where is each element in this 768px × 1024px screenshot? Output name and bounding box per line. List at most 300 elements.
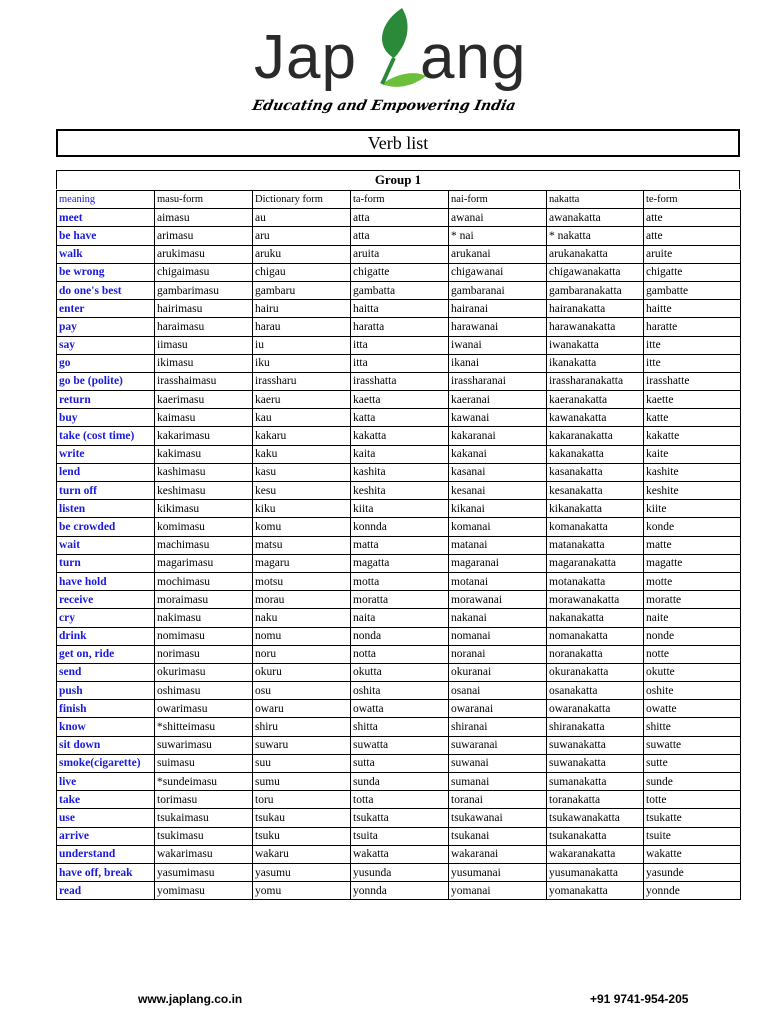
table-row — [57, 482, 741, 500]
table-row — [57, 227, 741, 245]
form-cell: yusumanakatta — [547, 863, 644, 881]
meaning-cell: use — [57, 809, 155, 827]
form-cell: osu — [253, 682, 351, 700]
verb-table — [56, 190, 741, 900]
table-row — [57, 809, 741, 827]
form-cell: notte — [644, 645, 741, 663]
form-cell: kawanai — [449, 409, 547, 427]
form-cell: kiita — [351, 500, 449, 518]
form-cell: kesanakatta — [547, 482, 644, 500]
form-cell: keshita — [351, 482, 449, 500]
table-row — [57, 663, 741, 681]
form-cell: kaetta — [351, 391, 449, 409]
form-cell: totte — [644, 791, 741, 809]
form-cell: haitte — [644, 300, 741, 318]
form-cell: toranai — [449, 791, 547, 809]
table-row — [57, 627, 741, 645]
table-row — [57, 245, 741, 263]
meaning-cell: pay — [57, 318, 155, 336]
tagline: Educating and Empowering India — [250, 98, 518, 114]
form-cell: ikanai — [449, 354, 547, 372]
form-cell: haratta — [351, 318, 449, 336]
form-cell: nonde — [644, 627, 741, 645]
form-cell: suwaranai — [449, 736, 547, 754]
meaning-cell: be crowded — [57, 518, 155, 536]
table-row — [57, 263, 741, 281]
form-cell: nomimasu — [155, 627, 253, 645]
meaning-cell: turn off — [57, 482, 155, 500]
form-cell: kaite — [644, 445, 741, 463]
table-row — [57, 718, 741, 736]
meaning-cell: buy — [57, 409, 155, 427]
meaning-cell: read — [57, 882, 155, 900]
form-cell: nomanakatta — [547, 627, 644, 645]
form-cell: shiru — [253, 718, 351, 736]
form-cell: *sundeimasu — [155, 773, 253, 791]
form-cell: wakaranakatta — [547, 845, 644, 863]
form-cell: wakaranai — [449, 845, 547, 863]
form-cell: aruita — [351, 245, 449, 263]
meaning-cell: send — [57, 663, 155, 681]
form-cell: suwanakatta — [547, 754, 644, 772]
form-cell: moraimasu — [155, 591, 253, 609]
form-cell: chigau — [253, 263, 351, 281]
form-cell: suwatta — [351, 736, 449, 754]
meaning-cell: sit down — [57, 736, 155, 754]
meaning-cell: turn — [57, 554, 155, 572]
form-cell: magaranai — [449, 554, 547, 572]
form-cell: naku — [253, 609, 351, 627]
table-row — [57, 463, 741, 481]
table-row — [57, 863, 741, 881]
column-header: nakatta — [547, 191, 644, 209]
form-cell: yomimasu — [155, 882, 253, 900]
form-cell: notta — [351, 645, 449, 663]
form-cell: motta — [351, 572, 449, 590]
form-cell: kakaranai — [449, 427, 547, 445]
form-cell: tsukatta — [351, 809, 449, 827]
form-cell: ikanakatta — [547, 354, 644, 372]
form-cell: nakanai — [449, 609, 547, 627]
form-cell: kikimasu — [155, 500, 253, 518]
form-cell: gambaru — [253, 281, 351, 299]
form-cell: motte — [644, 572, 741, 590]
form-cell: suwanakatta — [547, 736, 644, 754]
form-cell: * nakatta — [547, 227, 644, 245]
meaning-cell: smoke(cigarette) — [57, 754, 155, 772]
footer-phone: +91 9741-954-205 — [590, 992, 689, 1006]
form-cell: tsukawanakatta — [547, 809, 644, 827]
page-title: Verb list — [56, 129, 740, 157]
form-cell: arimasu — [155, 227, 253, 245]
meaning-cell: know — [57, 718, 155, 736]
form-cell: yonnda — [351, 882, 449, 900]
form-cell: hairimasu — [155, 300, 253, 318]
form-cell: kasanakatta — [547, 463, 644, 481]
form-cell: komu — [253, 518, 351, 536]
meaning-cell: have off, break — [57, 863, 155, 881]
form-cell: irassharanai — [449, 372, 547, 390]
form-cell: torimasu — [155, 791, 253, 809]
form-cell: itte — [644, 336, 741, 354]
form-cell: aruite — [644, 245, 741, 263]
form-cell: tsukanakatta — [547, 827, 644, 845]
form-cell: yomanai — [449, 882, 547, 900]
meaning-cell: live — [57, 773, 155, 791]
table-row — [57, 591, 741, 609]
table-row — [57, 736, 741, 754]
form-cell: yusumanai — [449, 863, 547, 881]
form-cell: nakanakatta — [547, 609, 644, 627]
form-cell: tsuita — [351, 827, 449, 845]
meaning-cell: enter — [57, 300, 155, 318]
form-cell: kawanakatta — [547, 409, 644, 427]
meaning-cell: take (cost time) — [57, 427, 155, 445]
form-cell: kasanai — [449, 463, 547, 481]
form-cell: harawanakatta — [547, 318, 644, 336]
meaning-cell: write — [57, 445, 155, 463]
form-cell: morau — [253, 591, 351, 609]
form-cell: komanakatta — [547, 518, 644, 536]
form-cell: yonnde — [644, 882, 741, 900]
form-cell: morawanakatta — [547, 591, 644, 609]
form-cell: gambatte — [644, 281, 741, 299]
form-cell: irassharu — [253, 372, 351, 390]
table-row — [57, 845, 741, 863]
form-cell: aruku — [253, 245, 351, 263]
form-cell: machimasu — [155, 536, 253, 554]
table-row — [57, 372, 741, 390]
column-header: masu-form — [155, 191, 253, 209]
meaning-cell: get on, ride — [57, 645, 155, 663]
meaning-cell: lend — [57, 463, 155, 481]
form-cell: keshimasu — [155, 482, 253, 500]
form-cell: noranakatta — [547, 645, 644, 663]
form-cell: awanakatta — [547, 209, 644, 227]
table-row — [57, 427, 741, 445]
form-cell: au — [253, 209, 351, 227]
form-cell: magaranakatta — [547, 554, 644, 572]
form-cell: kakaru — [253, 427, 351, 445]
form-cell: owarimasu — [155, 700, 253, 718]
form-cell: sunda — [351, 773, 449, 791]
form-cell: atte — [644, 209, 741, 227]
form-cell: matta — [351, 536, 449, 554]
form-cell: kiku — [253, 500, 351, 518]
form-cell: harawanai — [449, 318, 547, 336]
table-row — [57, 518, 741, 536]
form-cell: irasshaimasu — [155, 372, 253, 390]
form-cell: itta — [351, 336, 449, 354]
form-cell: osanakatta — [547, 682, 644, 700]
form-cell: yasumu — [253, 863, 351, 881]
form-cell: suu — [253, 754, 351, 772]
form-cell: okurimasu — [155, 663, 253, 681]
form-cell: owatta — [351, 700, 449, 718]
column-header: te-form — [644, 191, 741, 209]
form-cell: katte — [644, 409, 741, 427]
table-row — [57, 572, 741, 590]
form-cell: yasumimasu — [155, 863, 253, 881]
form-cell: chigatte — [351, 263, 449, 281]
table-row — [57, 354, 741, 372]
form-cell: motanakatta — [547, 572, 644, 590]
column-header: Dictionary form — [253, 191, 351, 209]
form-cell: suwarimasu — [155, 736, 253, 754]
form-cell: itta — [351, 354, 449, 372]
meaning-cell: push — [57, 682, 155, 700]
table-row — [57, 645, 741, 663]
form-cell: kashimasu — [155, 463, 253, 481]
table-row — [57, 209, 741, 227]
form-cell: shiranakatta — [547, 718, 644, 736]
footer-website[interactable]: www.japlang.co.in — [138, 992, 243, 1006]
form-cell: yusunda — [351, 863, 449, 881]
form-cell: tsukanai — [449, 827, 547, 845]
form-cell: nomanai — [449, 627, 547, 645]
form-cell: sumu — [253, 773, 351, 791]
form-cell: komanai — [449, 518, 547, 536]
form-cell: matanakatta — [547, 536, 644, 554]
form-cell: komimasu — [155, 518, 253, 536]
form-cell: haraimasu — [155, 318, 253, 336]
form-cell: tsuite — [644, 827, 741, 845]
form-cell: kakanai — [449, 445, 547, 463]
form-cell: owaru — [253, 700, 351, 718]
table-row — [57, 827, 741, 845]
form-cell: owaranakatta — [547, 700, 644, 718]
form-cell: harau — [253, 318, 351, 336]
form-cell: yasunde — [644, 863, 741, 881]
form-cell: kesu — [253, 482, 351, 500]
form-cell: kaeranakatta — [547, 391, 644, 409]
form-cell: kiite — [644, 500, 741, 518]
logo-text-left: Jap — [254, 23, 357, 92]
form-cell: matsu — [253, 536, 351, 554]
form-cell: atte — [644, 227, 741, 245]
form-cell: yomanakatta — [547, 882, 644, 900]
table-row — [57, 882, 741, 900]
form-cell: chigaimasu — [155, 263, 253, 281]
form-cell: kau — [253, 409, 351, 427]
table-row — [57, 391, 741, 409]
form-cell: sutte — [644, 754, 741, 772]
form-cell: tsukawanai — [449, 809, 547, 827]
form-cell: konde — [644, 518, 741, 536]
form-cell: naita — [351, 609, 449, 627]
form-cell: kakatte — [644, 427, 741, 445]
meaning-cell: drink — [57, 627, 155, 645]
form-cell: okutte — [644, 663, 741, 681]
form-cell: noranai — [449, 645, 547, 663]
form-cell: arukimasu — [155, 245, 253, 263]
form-cell: moratte — [644, 591, 741, 609]
form-cell: gambaranakatta — [547, 281, 644, 299]
form-cell: * nai — [449, 227, 547, 245]
form-cell: oshimasu — [155, 682, 253, 700]
form-cell: morawanai — [449, 591, 547, 609]
meaning-cell: have hold — [57, 572, 155, 590]
form-cell: hairanakatta — [547, 300, 644, 318]
meaning-cell: go be (polite) — [57, 372, 155, 390]
form-cell: chigawanakatta — [547, 263, 644, 281]
table-row — [57, 409, 741, 427]
form-cell: kakimasu — [155, 445, 253, 463]
form-cell: sunde — [644, 773, 741, 791]
form-cell: suwanai — [449, 754, 547, 772]
form-cell: aimasu — [155, 209, 253, 227]
table-row — [57, 554, 741, 572]
meaning-cell: take — [57, 791, 155, 809]
form-cell: iwanakatta — [547, 336, 644, 354]
form-cell: motsu — [253, 572, 351, 590]
form-cell: keshite — [644, 482, 741, 500]
form-cell: suimasu — [155, 754, 253, 772]
form-cell: chigatte — [644, 263, 741, 281]
form-cell: owatte — [644, 700, 741, 718]
form-cell: iimasu — [155, 336, 253, 354]
form-cell: magatte — [644, 554, 741, 572]
form-cell: iu — [253, 336, 351, 354]
form-cell: shitta — [351, 718, 449, 736]
form-cell: kaita — [351, 445, 449, 463]
form-cell: tsukau — [253, 809, 351, 827]
group-heading: Group 1 — [56, 170, 740, 189]
meaning-cell: meet — [57, 209, 155, 227]
logo-text-right: ang — [420, 23, 527, 92]
form-cell: hairu — [253, 300, 351, 318]
table-row — [57, 754, 741, 772]
table-row — [57, 318, 741, 336]
meaning-cell: wait — [57, 536, 155, 554]
table-row — [57, 609, 741, 627]
form-cell: atta — [351, 227, 449, 245]
form-cell: gambaranai — [449, 281, 547, 299]
table-row — [57, 791, 741, 809]
form-cell: tsuku — [253, 827, 351, 845]
japlang-logo — [250, 0, 550, 96]
form-cell: arukanai — [449, 245, 547, 263]
form-cell: moratta — [351, 591, 449, 609]
form-cell: irasshatte — [644, 372, 741, 390]
table-row — [57, 500, 741, 518]
form-cell: kaette — [644, 391, 741, 409]
form-cell: noru — [253, 645, 351, 663]
form-cell: matte — [644, 536, 741, 554]
form-cell: kaerimasu — [155, 391, 253, 409]
table-row — [57, 536, 741, 554]
form-cell: kaeru — [253, 391, 351, 409]
form-cell: shitte — [644, 718, 741, 736]
meaning-cell: return — [57, 391, 155, 409]
form-cell: gambarimasu — [155, 281, 253, 299]
form-cell: sumanai — [449, 773, 547, 791]
form-cell: okutta — [351, 663, 449, 681]
form-cell: awanai — [449, 209, 547, 227]
form-cell: *shitteimasu — [155, 718, 253, 736]
meaning-cell: say — [57, 336, 155, 354]
form-cell: iku — [253, 354, 351, 372]
form-cell: kashita — [351, 463, 449, 481]
table-row — [57, 336, 741, 354]
form-cell: kikanai — [449, 500, 547, 518]
form-cell: naite — [644, 609, 741, 627]
table-row — [57, 445, 741, 463]
form-cell: okuranakatta — [547, 663, 644, 681]
meaning-cell: go — [57, 354, 155, 372]
meaning-cell: understand — [57, 845, 155, 863]
form-cell: tsukatte — [644, 809, 741, 827]
table-row — [57, 773, 741, 791]
meaning-cell: receive — [57, 591, 155, 609]
meaning-cell: cry — [57, 609, 155, 627]
form-cell: wakarimasu — [155, 845, 253, 863]
form-cell: kasu — [253, 463, 351, 481]
form-cell: norimasu — [155, 645, 253, 663]
form-cell: okuru — [253, 663, 351, 681]
column-header: nai-form — [449, 191, 547, 209]
form-cell: kakaranakatta — [547, 427, 644, 445]
form-cell: kikanakatta — [547, 500, 644, 518]
form-cell: kakarimasu — [155, 427, 253, 445]
form-cell: toranakatta — [547, 791, 644, 809]
form-cell: shiranai — [449, 718, 547, 736]
meaning-cell: listen — [57, 500, 155, 518]
form-cell: haratte — [644, 318, 741, 336]
form-cell: yomu — [253, 882, 351, 900]
form-cell: atta — [351, 209, 449, 227]
form-cell: haitta — [351, 300, 449, 318]
form-cell: katta — [351, 409, 449, 427]
form-cell: wakaru — [253, 845, 351, 863]
form-cell: nakimasu — [155, 609, 253, 627]
form-cell: kashite — [644, 463, 741, 481]
meaning-cell: be have — [57, 227, 155, 245]
form-cell: mochimasu — [155, 572, 253, 590]
meaning-cell: finish — [57, 700, 155, 718]
form-cell: motanai — [449, 572, 547, 590]
form-cell: okuranai — [449, 663, 547, 681]
table-row — [57, 281, 741, 299]
form-cell: aru — [253, 227, 351, 245]
form-cell: tsukaimasu — [155, 809, 253, 827]
column-header: ta-form — [351, 191, 449, 209]
form-cell: osanai — [449, 682, 547, 700]
form-cell: owaranai — [449, 700, 547, 718]
table-row — [57, 682, 741, 700]
form-cell: arukanakatta — [547, 245, 644, 263]
form-cell: chigawanai — [449, 263, 547, 281]
form-cell: nonda — [351, 627, 449, 645]
form-cell: kakatta — [351, 427, 449, 445]
form-cell: ikimasu — [155, 354, 253, 372]
form-cell: suwatte — [644, 736, 741, 754]
form-cell: kakanakatta — [547, 445, 644, 463]
meaning-cell: walk — [57, 245, 155, 263]
column-header: meaning — [57, 191, 155, 209]
meaning-cell: be wrong — [57, 263, 155, 281]
form-cell: totta — [351, 791, 449, 809]
form-cell: sutta — [351, 754, 449, 772]
table-row — [57, 700, 741, 718]
form-cell: suwaru — [253, 736, 351, 754]
form-cell: itte — [644, 354, 741, 372]
form-cell: hairanai — [449, 300, 547, 318]
form-cell: magaru — [253, 554, 351, 572]
form-cell: wakatte — [644, 845, 741, 863]
table-row — [57, 300, 741, 318]
form-cell: oshita — [351, 682, 449, 700]
